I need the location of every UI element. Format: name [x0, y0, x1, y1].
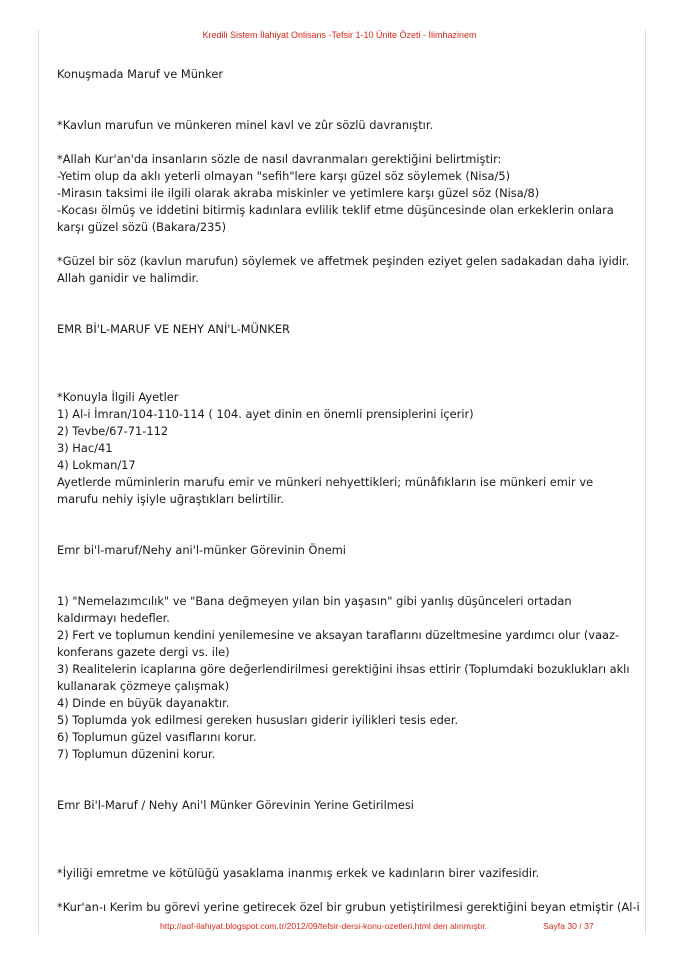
list-item: 4) Dinde en büyük dayanaktır.: [57, 696, 230, 710]
list-item: 3) Realitelerin icaplarına göre değerlendirilmesi gerektiğini ihsas ettirir (Toplumdaki bozuklukları aklı kullanarak çözmeye çalışmak): [57, 662, 630, 693]
right-margin-line: [645, 30, 646, 934]
left-margin-line: [38, 30, 39, 934]
list-item: 2) Tevbe/67-71-112: [57, 424, 169, 438]
source-link[interactable]: http://aof-ilahiyat.blogspot.com.tr/2012/09/tefsir-dersi-konu-ozetleri.html den alınmıştır.: [160, 921, 488, 931]
list-item: 4) Lokman/17: [57, 458, 136, 472]
list-item: -Yetim olup da aklı yeterli olmayan "sefih"lere karşı güzel söz söylemek (Nisa/5): [57, 169, 511, 183]
paragraph: *Kavlun marufun ve münkeren minel kavl ve zûr sözlü davranıştır.: [57, 118, 434, 132]
paragraph: Ayetlerde müminlerin marufu emir ve münkeri nehyettikleri; münâfıkların ise münkeri emir ve marufu nehiy işiyle uğraştıkları belirtilir.: [57, 475, 594, 506]
paragraph: *İyiliği emretme ve kötülüğü yasaklama inanmış erkek ve kadınların birer vazifesidir.: [57, 866, 540, 880]
paragraph: *Güzel bir söz (kavlun marufun) söylemek ve affetmek peşinden eziyet gelen sadakadan daha iyidir. Allah ganidir ve halimdir.: [57, 254, 630, 285]
list-item: 1) "Nemelazımcılık" ve "Bana değmeyen yılan bin yaşasın" gibi yanlış düşünceleri ortadan kaldırmayı hedefler.: [57, 594, 572, 625]
paragraph: *Allah Kur'an'da insanların sözle de nasıl davranmaları gerektiğini belirtmiştir:: [57, 152, 502, 166]
section-heading: Konuşmada Maruf ve Münker: [57, 67, 224, 81]
page-number: Sayfa 30 / 37: [543, 921, 594, 931]
section-heading: Emr bi'l-maruf/Nehy ani'l-münker Görevinin Önemi: [57, 543, 346, 557]
list-item: 3) Hac/41: [57, 441, 113, 455]
list-item: -Kocası ölmüş ve iddetini bitirmiş kadınlara evlilik teklif etme düşüncesinde olan erkeklerin onlara karşı güzel sözü (Bakara/235): [57, 203, 614, 234]
list-item: 1) Al-i İmran/104-110-114 ( 104. ayet dinin en önemli prensiplerini içerir): [57, 407, 474, 421]
list-item: 6) Toplumun güzel vasıflarını korur.: [57, 730, 257, 744]
list-item: -Mirasın taksimi ile ilgili olarak akraba miskinler ve yetimlere karşı güzel söz (Nisa/8): [57, 186, 540, 200]
list-item: 5) Toplumda yok edilmesi gereken hususları giderir iyilikleri tesis eder.: [57, 713, 459, 727]
list-item: 7) Toplumun düzenini korur.: [57, 747, 216, 761]
page-header: Kredili Sistem İlahiyat Onlisans -Tefsir 1-10 Ünite Özeti - İlimhazinem: [202, 30, 477, 40]
document-body: [57, 66, 640, 916]
list-title: *Konuyla İlgili Ayetler: [57, 390, 179, 404]
section-heading: Emr Bi'l-Maruf / Nehy Ani'l Münker Görevinin Yerine Getirilmesi: [57, 798, 414, 812]
paragraph: *Kur'an-ı Kerim bu görevi yerine getirecek özel bir grubun yetiştirilmesi gerektiğini beyan etmiştir (Al-i: [57, 900, 640, 914]
list-item: 2) Fert ve toplumun kendini yenilemesine ve aksayan taraflarını düzeltmesine yardımcı olur (vaaz-konferans gazete dergi vs. ile): [57, 628, 620, 659]
section-heading: EMR Bİ'L-MARUF VE NEHY ANİ'L-MÜNKER: [57, 322, 290, 336]
